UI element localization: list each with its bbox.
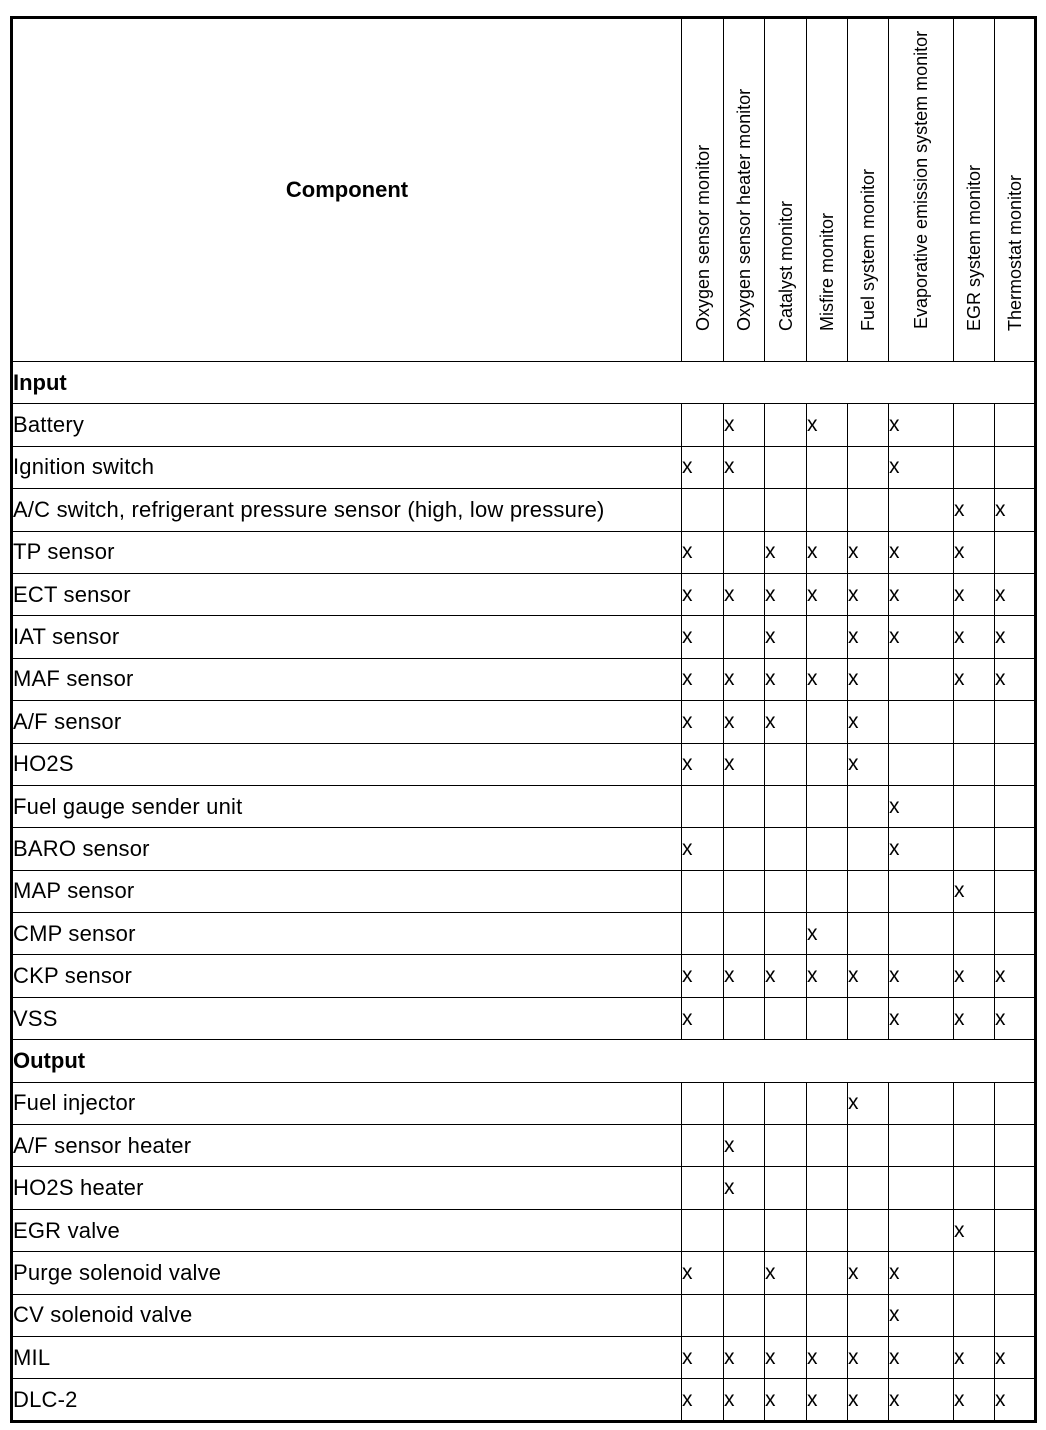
- monitor-mark-cell: [765, 404, 807, 446]
- monitor-mark-cell: x: [954, 870, 995, 912]
- monitor-mark-cell: [889, 1125, 954, 1167]
- monitor-mark-cell: [807, 489, 848, 531]
- monitor-mark-cell: [682, 1125, 724, 1167]
- component-name: IAT sensor: [12, 616, 682, 658]
- monitor-mark-cell: x: [724, 446, 765, 488]
- monitor-mark-cell: x: [889, 404, 954, 446]
- monitor-mark-cell: [765, 446, 807, 488]
- monitor-mark-cell: x: [682, 531, 724, 573]
- table-row: [12, 913, 1036, 955]
- monitor-mark-cell: x: [889, 955, 954, 997]
- monitor-mark-cell: x: [765, 701, 807, 743]
- monitor-mark-cell: [765, 1082, 807, 1124]
- component-name: A/F sensor heater: [12, 1125, 682, 1167]
- monitor-mark-cell: [807, 785, 848, 827]
- monitor-mark-cell: x: [724, 573, 765, 615]
- component-name: CMP sensor: [12, 913, 682, 955]
- monitor-header-label: Misfire monitor: [817, 212, 837, 331]
- monitor-mark-cell: x: [995, 573, 1036, 615]
- monitor-mark-cell: x: [765, 955, 807, 997]
- monitor-mark-cell: x: [682, 997, 724, 1039]
- monitor-mark-cell: x: [682, 1252, 724, 1294]
- monitor-column-header: [954, 18, 995, 362]
- monitor-header-label: Catalyst monitor: [775, 200, 796, 331]
- monitor-mark-cell: [682, 1294, 724, 1336]
- monitor-mark-cell: x: [724, 1379, 765, 1421]
- component-name: Battery: [12, 404, 682, 446]
- monitor-mark-cell: [765, 1125, 807, 1167]
- monitor-column-header: [765, 18, 807, 362]
- monitor-mark-cell: [889, 489, 954, 531]
- monitor-mark-cell: x: [682, 955, 724, 997]
- monitor-mark-cell: [848, 828, 889, 870]
- monitor-mark-cell: [807, 446, 848, 488]
- monitor-mark-cell: x: [682, 573, 724, 615]
- monitor-mark-cell: [995, 446, 1036, 488]
- monitor-mark-cell: [954, 1167, 995, 1209]
- table-row: [12, 701, 1036, 743]
- monitor-mark-cell: [807, 870, 848, 912]
- monitor-mark-cell: x: [954, 658, 995, 700]
- monitor-mark-cell: [995, 1252, 1036, 1294]
- table-row: [12, 531, 1036, 573]
- monitor-mark-cell: [995, 1294, 1036, 1336]
- component-name: Purge solenoid valve: [12, 1252, 682, 1294]
- monitor-mark-cell: [889, 1082, 954, 1124]
- monitor-mark-cell: [682, 404, 724, 446]
- monitor-mark-cell: x: [765, 573, 807, 615]
- monitor-mark-cell: x: [954, 531, 995, 573]
- header-row: [12, 18, 1036, 362]
- component-name: MAP sensor: [12, 870, 682, 912]
- monitor-mark-cell: x: [889, 446, 954, 488]
- component-name: ECT sensor: [12, 573, 682, 615]
- monitor-mark-cell: [889, 870, 954, 912]
- component-name: DLC-2: [12, 1379, 682, 1421]
- monitor-mark-cell: x: [954, 997, 995, 1039]
- monitor-mark-cell: [765, 1294, 807, 1336]
- monitor-mark-cell: [765, 997, 807, 1039]
- monitor-mark-cell: [807, 616, 848, 658]
- monitor-mark-cell: [889, 913, 954, 955]
- monitor-mark-cell: [954, 1082, 995, 1124]
- monitor-mark-cell: x: [724, 1125, 765, 1167]
- monitor-mark-cell: [807, 828, 848, 870]
- section-row: [12, 362, 1036, 404]
- monitor-component-table: [10, 16, 1037, 1423]
- monitor-mark-cell: [995, 743, 1036, 785]
- component-column-header: Component: [12, 18, 682, 362]
- component-name: A/C switch, refrigerant pressure sensor (high, low pressure): [12, 489, 682, 531]
- table-row: [12, 1252, 1036, 1294]
- monitor-mark-cell: [995, 785, 1036, 827]
- monitor-mark-cell: [848, 1209, 889, 1251]
- monitor-mark-cell: [807, 701, 848, 743]
- monitor-mark-cell: x: [682, 658, 724, 700]
- monitor-mark-cell: [765, 489, 807, 531]
- monitor-mark-cell: [954, 404, 995, 446]
- table-row: [12, 870, 1036, 912]
- monitor-column-header: [889, 18, 954, 362]
- monitor-mark-cell: [954, 1294, 995, 1336]
- monitor-mark-cell: x: [889, 531, 954, 573]
- monitor-mark-cell: [807, 1125, 848, 1167]
- monitor-mark-cell: x: [995, 616, 1036, 658]
- table-row: [12, 658, 1036, 700]
- table-row: [12, 1125, 1036, 1167]
- table-row: [12, 1336, 1036, 1378]
- monitor-mark-cell: x: [682, 701, 724, 743]
- monitor-mark-cell: x: [995, 1336, 1036, 1378]
- monitor-column-header: [995, 18, 1036, 362]
- monitor-mark-cell: [848, 1294, 889, 1336]
- monitor-mark-cell: x: [724, 1336, 765, 1378]
- monitor-mark-cell: x: [848, 701, 889, 743]
- monitor-mark-cell: [682, 785, 724, 827]
- monitor-column-header: [807, 18, 848, 362]
- monitor-mark-cell: [682, 1167, 724, 1209]
- section-title: Output: [12, 1040, 1036, 1082]
- monitor-mark-cell: [765, 743, 807, 785]
- monitor-mark-cell: x: [889, 573, 954, 615]
- monitor-mark-cell: [848, 870, 889, 912]
- table-row: [12, 1294, 1036, 1336]
- monitor-mark-cell: [954, 446, 995, 488]
- monitor-mark-cell: [889, 658, 954, 700]
- monitor-mark-cell: x: [848, 531, 889, 573]
- monitor-mark-cell: [724, 870, 765, 912]
- monitor-mark-cell: x: [848, 1082, 889, 1124]
- monitor-mark-cell: x: [682, 828, 724, 870]
- monitor-mark-cell: [765, 870, 807, 912]
- monitor-mark-cell: [807, 997, 848, 1039]
- monitor-mark-cell: [765, 828, 807, 870]
- monitor-mark-cell: [954, 785, 995, 827]
- monitor-header-label: Fuel system monitor: [858, 168, 878, 331]
- table-row: [12, 489, 1036, 531]
- monitor-mark-cell: [954, 913, 995, 955]
- monitor-mark-cell: [724, 1082, 765, 1124]
- monitor-header-label: EGR system monitor: [964, 164, 984, 331]
- monitor-mark-cell: [995, 1125, 1036, 1167]
- table-row: [12, 1082, 1036, 1124]
- monitor-mark-cell: x: [807, 658, 848, 700]
- section-row: [12, 1040, 1036, 1082]
- monitor-mark-cell: x: [954, 573, 995, 615]
- monitor-mark-cell: x: [954, 1209, 995, 1251]
- monitor-mark-cell: [765, 785, 807, 827]
- component-name: HO2S heater: [12, 1167, 682, 1209]
- monitor-mark-cell: x: [807, 1379, 848, 1421]
- monitor-mark-cell: [889, 1167, 954, 1209]
- table-row: [12, 997, 1036, 1039]
- table-row: [12, 955, 1036, 997]
- monitor-mark-cell: [848, 446, 889, 488]
- monitor-mark-cell: x: [765, 1379, 807, 1421]
- monitor-mark-cell: x: [807, 573, 848, 615]
- monitor-mark-cell: x: [848, 616, 889, 658]
- component-name: BARO sensor: [12, 828, 682, 870]
- table-row: [12, 828, 1036, 870]
- monitor-mark-cell: x: [682, 616, 724, 658]
- component-name: HO2S: [12, 743, 682, 785]
- monitor-header-label: Oxygen sensor monitor: [692, 144, 713, 331]
- component-name: MIL: [12, 1336, 682, 1378]
- monitor-mark-cell: x: [765, 616, 807, 658]
- monitor-mark-cell: [954, 701, 995, 743]
- monitor-mark-cell: x: [807, 1336, 848, 1378]
- monitor-mark-cell: [848, 785, 889, 827]
- monitor-mark-cell: x: [848, 955, 889, 997]
- monitor-mark-cell: [682, 913, 724, 955]
- table-row: [12, 573, 1036, 615]
- monitor-mark-cell: x: [682, 1379, 724, 1421]
- monitor-mark-cell: x: [995, 489, 1036, 531]
- monitor-mark-cell: x: [807, 913, 848, 955]
- monitor-column-header: [724, 18, 765, 362]
- monitor-mark-cell: x: [724, 743, 765, 785]
- monitor-mark-cell: [995, 701, 1036, 743]
- monitor-mark-cell: x: [724, 658, 765, 700]
- monitor-mark-cell: [995, 531, 1036, 573]
- monitor-mark-cell: x: [995, 997, 1036, 1039]
- monitor-mark-cell: [954, 1125, 995, 1167]
- table-row: [12, 743, 1036, 785]
- monitor-mark-cell: [682, 1082, 724, 1124]
- monitor-mark-cell: x: [954, 489, 995, 531]
- monitor-column-header: [682, 18, 724, 362]
- component-name: Fuel gauge sender unit: [12, 785, 682, 827]
- monitor-mark-cell: [724, 828, 765, 870]
- monitor-mark-cell: x: [807, 404, 848, 446]
- monitor-mark-cell: [724, 913, 765, 955]
- component-name: VSS: [12, 997, 682, 1039]
- monitor-mark-cell: x: [724, 955, 765, 997]
- monitor-mark-cell: [765, 1167, 807, 1209]
- monitor-mark-cell: [807, 1209, 848, 1251]
- monitor-mark-cell: [954, 1252, 995, 1294]
- monitor-mark-cell: x: [954, 1379, 995, 1421]
- monitor-mark-cell: [724, 489, 765, 531]
- monitor-mark-cell: x: [889, 1294, 954, 1336]
- monitor-mark-cell: x: [889, 828, 954, 870]
- component-name: A/F sensor: [12, 701, 682, 743]
- component-name: TP sensor: [12, 531, 682, 573]
- monitor-mark-cell: x: [995, 1379, 1036, 1421]
- monitor-mark-cell: x: [848, 743, 889, 785]
- monitor-mark-cell: [765, 913, 807, 955]
- monitor-mark-cell: x: [682, 446, 724, 488]
- monitor-mark-cell: x: [995, 955, 1036, 997]
- monitor-mark-cell: x: [765, 658, 807, 700]
- monitor-mark-cell: [995, 1082, 1036, 1124]
- monitor-mark-cell: x: [889, 1379, 954, 1421]
- monitor-mark-cell: [995, 913, 1036, 955]
- monitor-mark-cell: [848, 1167, 889, 1209]
- monitor-mark-cell: x: [724, 1167, 765, 1209]
- monitor-mark-cell: x: [848, 1379, 889, 1421]
- component-name: MAF sensor: [12, 658, 682, 700]
- monitor-mark-cell: [848, 489, 889, 531]
- monitor-mark-cell: x: [765, 1252, 807, 1294]
- monitor-header-label: Oxygen sensor heater monitor: [734, 88, 754, 331]
- table-row: [12, 616, 1036, 658]
- monitor-mark-cell: [724, 531, 765, 573]
- monitor-mark-cell: x: [995, 658, 1036, 700]
- monitor-mark-cell: [765, 1209, 807, 1251]
- monitor-mark-cell: [682, 489, 724, 531]
- monitor-mark-cell: [995, 1167, 1036, 1209]
- monitor-mark-cell: [889, 743, 954, 785]
- table-row: [12, 404, 1036, 446]
- monitor-mark-cell: [724, 1294, 765, 1336]
- monitor-mark-cell: x: [889, 997, 954, 1039]
- monitor-mark-cell: [954, 828, 995, 870]
- monitor-mark-cell: x: [954, 1336, 995, 1378]
- monitor-mark-cell: [889, 701, 954, 743]
- monitor-mark-cell: x: [848, 1252, 889, 1294]
- monitor-mark-cell: [682, 1209, 724, 1251]
- table-row: [12, 1379, 1036, 1421]
- monitor-mark-cell: x: [765, 1336, 807, 1378]
- monitor-mark-cell: [848, 997, 889, 1039]
- component-name: CKP sensor: [12, 955, 682, 997]
- monitor-mark-cell: [724, 616, 765, 658]
- monitor-mark-cell: [682, 870, 724, 912]
- monitor-mark-cell: x: [848, 658, 889, 700]
- component-name: Ignition switch: [12, 446, 682, 488]
- monitor-mark-cell: [954, 743, 995, 785]
- monitor-mark-cell: x: [954, 616, 995, 658]
- monitor-mark-cell: [889, 1209, 954, 1251]
- monitor-mark-cell: [995, 828, 1036, 870]
- component-name: Fuel injector: [12, 1082, 682, 1124]
- monitor-mark-cell: x: [807, 531, 848, 573]
- monitor-mark-cell: x: [807, 955, 848, 997]
- monitor-mark-cell: [995, 870, 1036, 912]
- table-row: [12, 446, 1036, 488]
- monitor-mark-cell: [807, 1294, 848, 1336]
- monitor-mark-cell: x: [724, 404, 765, 446]
- monitor-mark-cell: x: [848, 573, 889, 615]
- monitor-mark-cell: [807, 1082, 848, 1124]
- monitor-mark-cell: x: [848, 1336, 889, 1378]
- monitor-mark-cell: x: [682, 1336, 724, 1378]
- monitor-mark-cell: [848, 1125, 889, 1167]
- monitor-mark-cell: [848, 913, 889, 955]
- monitor-mark-cell: [995, 1209, 1036, 1251]
- monitor-mark-cell: [724, 1252, 765, 1294]
- monitor-mark-cell: x: [682, 743, 724, 785]
- monitor-column-header: [848, 18, 889, 362]
- monitor-mark-cell: x: [724, 701, 765, 743]
- monitor-mark-cell: [807, 1252, 848, 1294]
- monitor-mark-cell: x: [889, 785, 954, 827]
- component-name: EGR valve: [12, 1209, 682, 1251]
- monitor-header-label: Thermostat monitor: [1004, 174, 1025, 331]
- table-body: [12, 362, 1036, 1422]
- monitor-mark-cell: [807, 1167, 848, 1209]
- monitor-mark-cell: [724, 785, 765, 827]
- monitor-mark-cell: x: [954, 955, 995, 997]
- table-row: [12, 785, 1036, 827]
- monitor-header-label: Evaporative emission system monitor: [911, 30, 931, 329]
- monitor-mark-cell: x: [765, 531, 807, 573]
- monitor-mark-cell: [848, 404, 889, 446]
- monitor-mark-cell: [724, 997, 765, 1039]
- monitor-mark-cell: [807, 743, 848, 785]
- section-title: Input: [12, 362, 1036, 404]
- monitor-mark-cell: [995, 404, 1036, 446]
- monitor-mark-cell: x: [889, 616, 954, 658]
- monitor-mark-cell: x: [889, 1252, 954, 1294]
- monitor-mark-cell: [724, 1209, 765, 1251]
- monitor-mark-cell: x: [889, 1336, 954, 1378]
- component-name: CV solenoid valve: [12, 1294, 682, 1336]
- table-row: [12, 1209, 1036, 1251]
- table-row: [12, 1167, 1036, 1209]
